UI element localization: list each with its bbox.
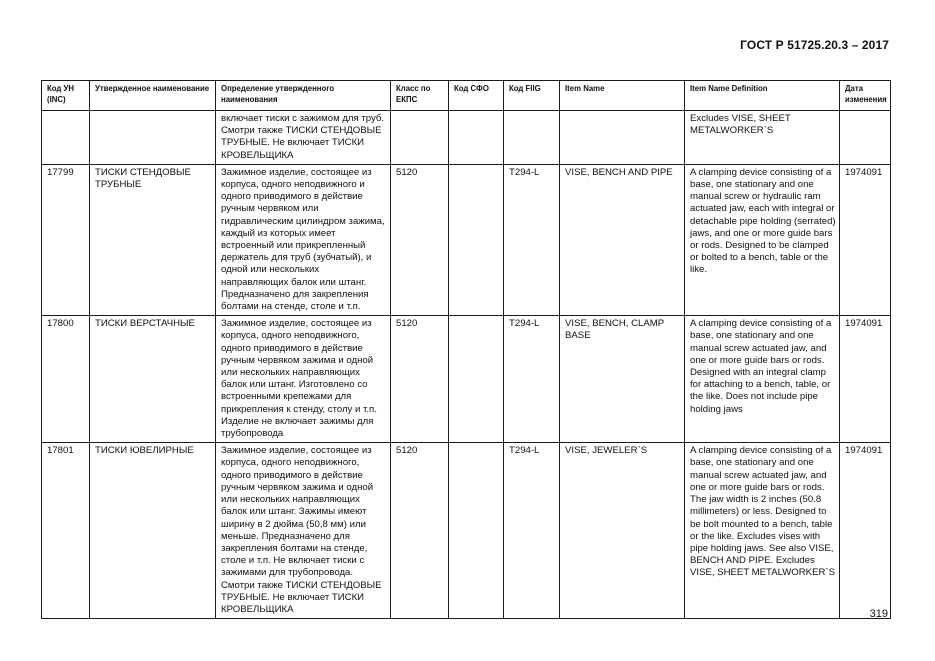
cell-ekps: 5120 [391, 316, 449, 443]
column-header-approved-name: Утвержденное наименование [90, 81, 216, 111]
cell-definition-en: A clamping device consisting of a base, one stationary and one manual screw actuated jaw, and one or more guide bars or rods. Designed with an integral clamp for attaching to a bench, table, or the like. Does not include pipe holding jaws [685, 316, 840, 443]
cell-ekps [391, 111, 449, 165]
cell-approved-name: ТИСКИ СТЕНДОВЫЕ ТРУБНЫЕ [90, 164, 216, 315]
column-header-definition-ru: Определение утвержденного наименования [216, 81, 391, 111]
document-standard-title: ГОСТ Р 51725.20.3 – 2017 [740, 38, 889, 52]
cell-inc [42, 111, 90, 165]
cell-item-name: VISE, BENCH, CLAMP BASE [560, 316, 685, 443]
cell-inc: 17801 [42, 443, 90, 619]
cell-fiig [504, 111, 560, 165]
cell-date [840, 111, 891, 165]
table-row [42, 316, 891, 443]
cell-date: 1974091 [840, 443, 891, 619]
cell-item-name: VISE, BENCH AND PIPE [560, 164, 685, 315]
cell-definition-ru: включает тиски с зажимом для труб. Смотри также ТИСКИ СТЕНДОВЫЕ ТРУБНЫЕ. Не включает ТИСКИ КРОВЕЛЬЩИКА [216, 111, 391, 165]
table-row [42, 164, 891, 315]
cell-approved-name: ТИСКИ ВЕРСТАЧНЫЕ [90, 316, 216, 443]
cell-approved-name: ТИСКИ ЮВЕЛИРНЫЕ [90, 443, 216, 619]
cell-sfo [449, 316, 504, 443]
cell-inc: 17800 [42, 316, 90, 443]
cell-definition-ru: Зажимное изделие, состоящее из корпуса, одного неподвижного и одного приводимого в действие ручным червяком или гидравлическим цилиндром зажима, каждый из которых имеет встроенный или прикрепленный держатель для труб (зубчатый), и одной или нескольких направляющих балок или штанг. Предназначено для закрепления болтами на стенде, столе и т.п. [216, 164, 391, 315]
cell-fiig: T294-L [504, 443, 560, 619]
column-header-change-date: Дата изменения [840, 81, 891, 111]
cell-definition-en: A clamping device consisting of a base, one stationary and one manual screw actuated jaw, and one or more guide bars or rods. The jaw width is 2 inches (50.8 millimeters) or less. Designed to be bolt mounted to a bench, table or the like. Excludes vises with pipe holding jaws. See also VISE, BENCH AND PIPE. Excludes VISE, SHEET METALWORKER`S [685, 443, 840, 619]
column-header-item-name: Item Name [560, 81, 685, 111]
cell-definition-ru: Зажимное изделие, состоящее из корпуса, одного неподвижного, одного приводимого в действие ручным червяком зажима и одной или нескольких направляющих балок или штанг. Зажимы имеют ширину в 2 дюйма (50,8 мм) или меньше. Предназначено для закрепления болтами на стенде, столе и т.п. Не включает тиски с зажимами для трубопровода. Смотри также ТИСКИ СТЕНДОВЫЕ ТРУБНЫЕ. Не включает ТИСКИ КРОВЕЛЬЩИКА [216, 443, 391, 619]
cell-date: 1974091 [840, 316, 891, 443]
item-names-table [41, 80, 891, 619]
cell-inc: 17799 [42, 164, 90, 315]
cell-date: 1974091 [840, 164, 891, 315]
cell-sfo [449, 111, 504, 165]
column-header-inc: Код УН (INC) [42, 81, 90, 111]
table-row-continuation [42, 111, 891, 165]
cell-definition-en: Excludes VISE, SHEET METALWORKER`S [685, 111, 840, 165]
cell-item-name: VISE, JEWELER`S [560, 443, 685, 619]
table-row [42, 443, 891, 619]
column-header-item-name-definition: Item Name Definition [685, 81, 840, 111]
cell-fiig: T294-L [504, 164, 560, 315]
table-header-row [42, 81, 891, 111]
cell-item-name [560, 111, 685, 165]
cell-approved-name [90, 111, 216, 165]
cell-definition-en: A clamping device consisting of a base, one stationary and one manual screw or hydraulic ram actuated jaw, each with integral or detachable pipe holding (serrated) jaws, and one or more guide bars or rods. Designed to be clamped or bolted to a bench, table or the like. [685, 164, 840, 315]
cell-ekps: 5120 [391, 443, 449, 619]
cell-definition-ru: Зажимное изделие, состоящее из корпуса, одного неподвижного, одного приводимого в действие ручным червяком зажима и одной или нескольких направляющих балок или штанг. Изготовлено со встроенными крепежами для прикрепления к стенду, столу и т.п. Изделие не включает зажимы для трубопровода [216, 316, 391, 443]
page-number: 319 [869, 608, 888, 620]
cell-sfo [449, 443, 504, 619]
cell-fiig: T294-L [504, 316, 560, 443]
column-header-fiig-code: Код FIIG [504, 81, 560, 111]
column-header-sfo-code: Код СФО [449, 81, 504, 111]
cell-sfo [449, 164, 504, 315]
column-header-ekps-class: Класс по ЕКПС [391, 81, 449, 111]
cell-ekps: 5120 [391, 164, 449, 315]
